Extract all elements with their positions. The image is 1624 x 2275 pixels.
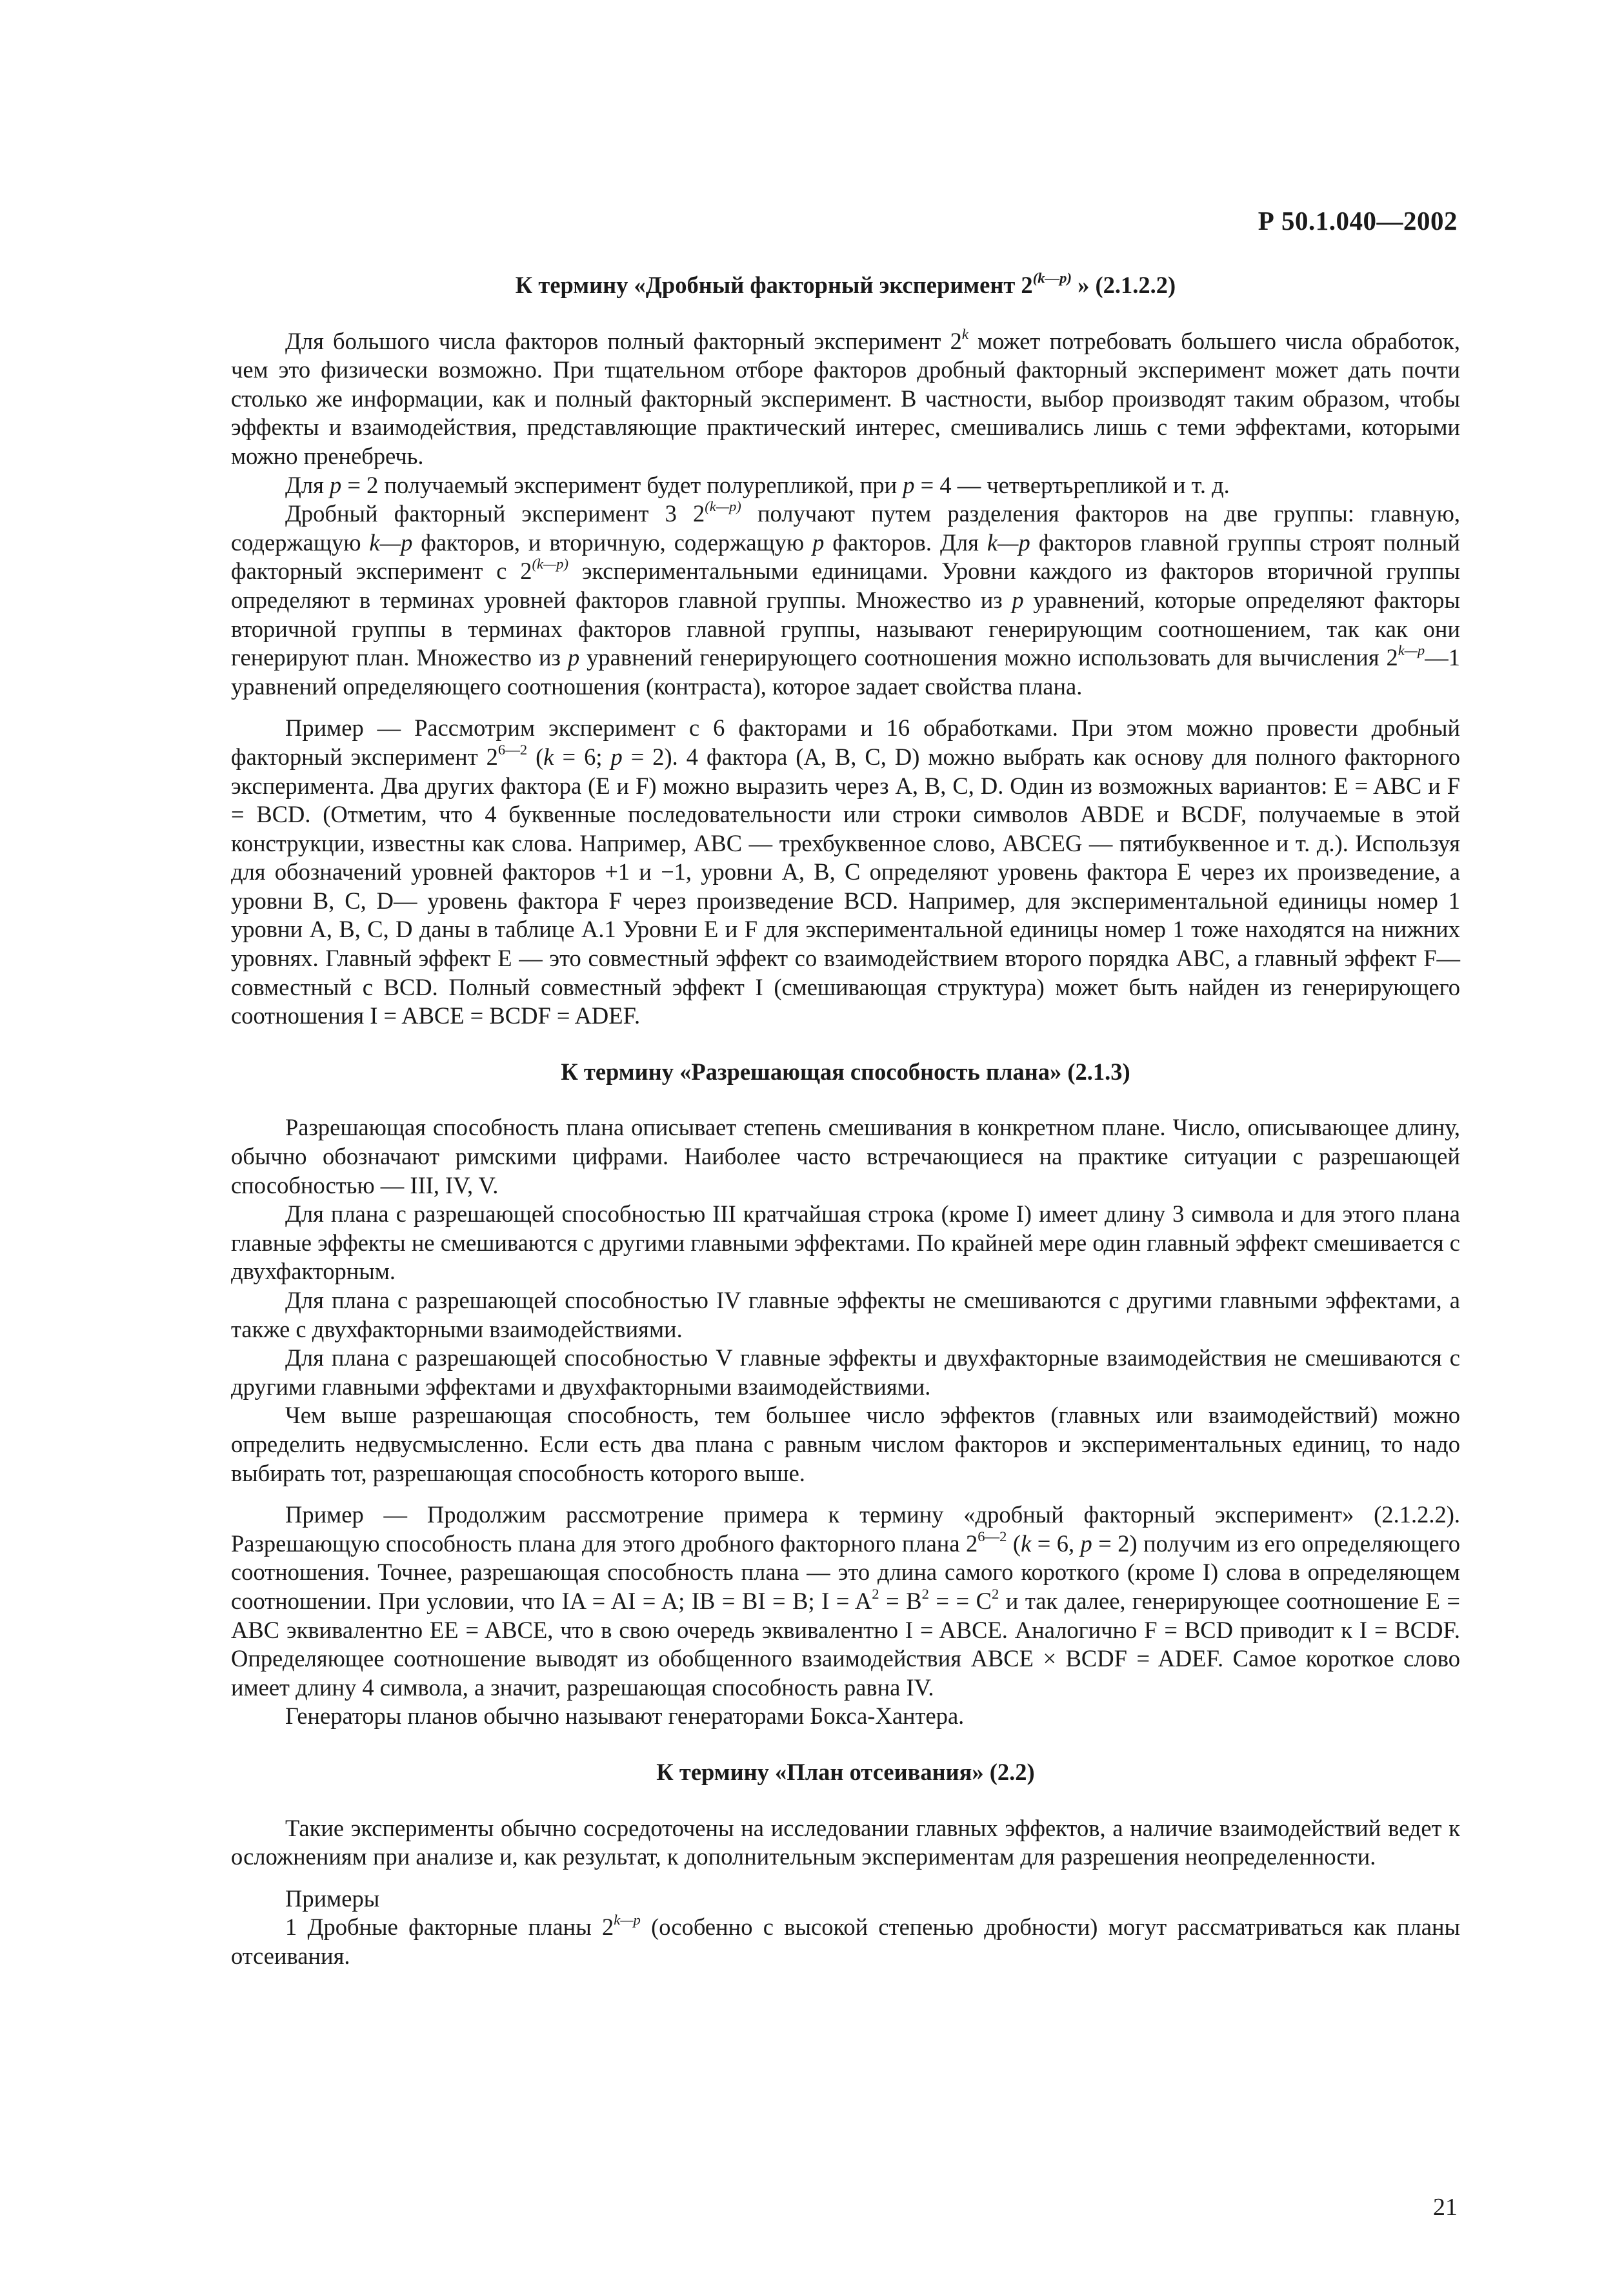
spacer bbox=[231, 1872, 1460, 1885]
italic-symbol: k bbox=[1021, 1530, 1032, 1557]
text-span: Для bbox=[285, 471, 330, 498]
superscript: 2 bbox=[921, 1586, 929, 1603]
spacer bbox=[231, 1488, 1460, 1501]
italic-symbol: k—p bbox=[987, 529, 1030, 556]
text-span: ( bbox=[1007, 1530, 1021, 1557]
example-paragraph bbox=[231, 1913, 1460, 1970]
text-span: = B bbox=[879, 1587, 922, 1614]
superscript: k bbox=[961, 325, 968, 342]
text-span: получают путем разделения факторов на две группы: главную, содержащую bbox=[231, 500, 1460, 556]
paragraph: Для плана с разрешающей способностью III кратчайшая строка (кроме I) имеет длину 3 символа и для этого плана главные эффекты не смешиваются с другими главными эффектами. По крайней мере один главный эффект смешивается с двухфакторным. bbox=[231, 1200, 1460, 1285]
text-span: факторов, и вторичную, содержащую bbox=[412, 529, 813, 556]
text-span: Пример — Продолжим рассмотрение примера к термину «дробный факторный эксперимент» (2.1.2.2). Разрешающую способность плана для этого дробного факторного плана 2 bbox=[231, 1501, 1460, 1557]
paragraph: Для плана с разрешающей способностью V главные эффекты и двухфакторные взаимодействия не смешиваются с другими главными эффектами и двухфакторными взаимодействиями. bbox=[231, 1344, 1460, 1400]
text-span: = 6, bbox=[1031, 1530, 1081, 1557]
text-span: уравнений генерирующего соотношения можно использовать для вычисления 2 bbox=[579, 644, 1398, 671]
italic-symbol: k bbox=[543, 743, 554, 770]
page-number: 21 bbox=[1433, 2194, 1458, 2221]
spacer bbox=[231, 1731, 1460, 1758]
document-code: Р 50.1.040—2002 bbox=[1258, 206, 1458, 236]
text-span: = 2) получим из его определяющего соотношения. Точнее, разрешающая способность плана — это длина самого короткого (кроме I) слова в определяющем соотношении. При условии, что IA = AI = A; IB = BI = B; I = A bbox=[231, 1530, 1460, 1614]
italic-symbol: p bbox=[610, 743, 623, 770]
heading-text: » (2.1.2.2) bbox=[1072, 272, 1176, 298]
section-heading-screening-plan: К термину «План отсеивания» (2.2) bbox=[656, 1758, 1035, 1785]
example-paragraph bbox=[231, 714, 1460, 1031]
italic-symbol: k—p bbox=[369, 529, 413, 556]
text-span: = 4 — четвертьрепликой и т. д. bbox=[914, 471, 1230, 498]
text-span: ( bbox=[527, 743, 544, 770]
page-content bbox=[231, 271, 1460, 1970]
superscript: k—p bbox=[1398, 642, 1425, 659]
superscript: 6—2 bbox=[497, 742, 528, 758]
text-span: и так далее, генерирующее соотношение E = ABC эквивалентно EE = ABCE, что в свою очередь эквивалентно I = ABCE. Аналогично F = BCD приводит к I = BCDF. Определяющее соотношение выводят из обобщенного взаимодействия ABCE × BCDF = ADEF. Самое короткое слово имеет длину 4 символа, а значит, разрешающая способность равна IV. bbox=[231, 1587, 1461, 1701]
heading-superscript: (k—p) bbox=[1032, 270, 1072, 287]
text-span: уравнений, которые определяют факторы вторичной группы в терминах факторов главной группы, называют генерирующим соотношением, так как они генерируют план. Множество из bbox=[231, 586, 1460, 671]
text-span: экспериментальными единицами. Уровни каждого из факторов вторичной группы определяют в терминах уровней факторов главной группы. Множество из bbox=[231, 558, 1460, 613]
superscript: 6—2 bbox=[977, 1528, 1007, 1544]
heading-text: К термину «Дробный факторный эксперимент 2 bbox=[515, 272, 1033, 298]
superscript: 2 bbox=[872, 1586, 879, 1603]
text-span: 1 Дробные факторные планы 2 bbox=[285, 1914, 614, 1941]
section-heading-fractional-factorial bbox=[231, 271, 1460, 300]
italic-symbol: p bbox=[903, 471, 915, 498]
text-span: —1 уравнений определяющего соотношения (контраста), которое задает свойства плана. bbox=[231, 644, 1460, 700]
examples-title: Примеры bbox=[285, 1885, 380, 1912]
text-span: Для большого числа факторов полный факторный эксперимент 2 bbox=[285, 327, 962, 354]
text-span: = 2 получаемый эксперимент будет полурепликой, при bbox=[341, 471, 903, 498]
paragraph bbox=[231, 471, 1460, 500]
italic-symbol: p bbox=[1080, 1530, 1092, 1557]
text-span: = 6; bbox=[554, 743, 611, 770]
italic-symbol: p bbox=[330, 471, 342, 498]
paragraph bbox=[231, 500, 1460, 701]
text-span: = 2). 4 фактора (A, B, C, D) можно выбрать как основу для полного факторного эксперимента. Два других фактора (E и F) можно выразить через A, B, C, D. Один из возможных вариантов: E = ABC и F = BCD. (Отметим, что 4 буквенные последовательности или строки символов ABDE и BCDF, получаемые в этой конструкции, известны как слова. Например, ABC — трехбуквенное слово, ABCEG — пятибуквенное и т. д.). Используя для обозначений уровней факторов +1 и −1, уровни A, B, C определяют уровень фактора E через их произведение, а уровни B, C, D— уровень фактора F через произведение BCD. Например, для экспериментальной единицы номер 1 уровни A, B, C, D даны в таблице А.1 Уровни E и F для экспериментальной единицы номер 1 тоже находятся на нижних уровнях. Главный эффект E — это совместный эффект со взаимодействием второго порядка ABC, а главный эффект F— совместный с BCD. Полный совместный эффект I (смешивающая структура) может быть найден из генерирующего соотношения I = ABCE = BCDF = ADEF. bbox=[231, 743, 1461, 1029]
paragraph: Такие эксперименты обычно сосредоточены на исследовании главных эффектов, а наличие взаимодействий ведет к осложнениям при анализе и, как результат, к дополнительным экспериментам для разрешения неопределенности. bbox=[231, 1814, 1460, 1870]
text-span: Дробный факторный эксперимент 3 2 bbox=[285, 500, 705, 527]
spacer bbox=[231, 1031, 1460, 1058]
superscript: (k—p) bbox=[532, 556, 569, 572]
text-span: = = C bbox=[928, 1587, 992, 1614]
text-span: может потребовать большего числа обработок, чем это физически возможно. При тщательном отборе факторов дробный факторный эксперимент может дать почти столько же информации, как и полный факторный эксперимент. В частности, выбор производят таким образом, чтобы эффекты и взаимодействия, представляющие практический интерес, смешивались лишь с теми эффектами, которыми можно пренебречь. bbox=[231, 327, 1460, 469]
spacer bbox=[231, 701, 1460, 714]
example-paragraph bbox=[231, 1501, 1460, 1702]
text-span: факторов главной группы строят полный факторный эксперимент с 2 bbox=[231, 529, 1460, 585]
superscript: k—p bbox=[614, 1912, 641, 1928]
section-heading-resolution: К термину «Разрешающая способность плана» (2.1.3) bbox=[561, 1058, 1130, 1085]
superscript: 2 bbox=[991, 1586, 999, 1603]
text-span: (особенно с высокой степенью дробности) могут рассматриваться как планы отсеивания. bbox=[231, 1914, 1461, 1969]
italic-symbol: p bbox=[567, 644, 580, 671]
text-span: факторов. Для bbox=[824, 529, 987, 556]
italic-symbol: p bbox=[1012, 586, 1024, 613]
example-paragraph: Генераторы планов обычно называют генераторами Бокса-Хантера. bbox=[285, 1703, 965, 1730]
italic-symbol: p bbox=[812, 529, 825, 556]
paragraph: Чем выше разрешающая способность, тем большее число эффектов (главных или взаимодействий) можно определить недвусмысленно. Если есть два плана с равным числом факторов и экспериментальных единиц, то надо выбирать тот, разрешающая способность которого выше. bbox=[231, 1402, 1460, 1486]
text-span: Пример — Рассмотрим эксперимент с 6 факторами и 16 обработками. При этом можно провести дробный факторный эксперимент 2 bbox=[231, 714, 1460, 770]
paragraph: Для плана с разрешающей способностью IV главные эффекты не смешиваются с другими главными эффектами, а также с двухфакторными взаимодействиями. bbox=[231, 1287, 1460, 1342]
paragraph: Разрешающая способность плана описывает степень смешивания в конкретном плане. Число, описывающее длину, обычно обозначают римскими цифрами. Наиболее часто встречающиеся на практике ситуации с разрешающей способностью — III, IV, V. bbox=[231, 1114, 1460, 1198]
paragraph bbox=[231, 327, 1460, 471]
superscript: (k—p) bbox=[705, 498, 741, 515]
